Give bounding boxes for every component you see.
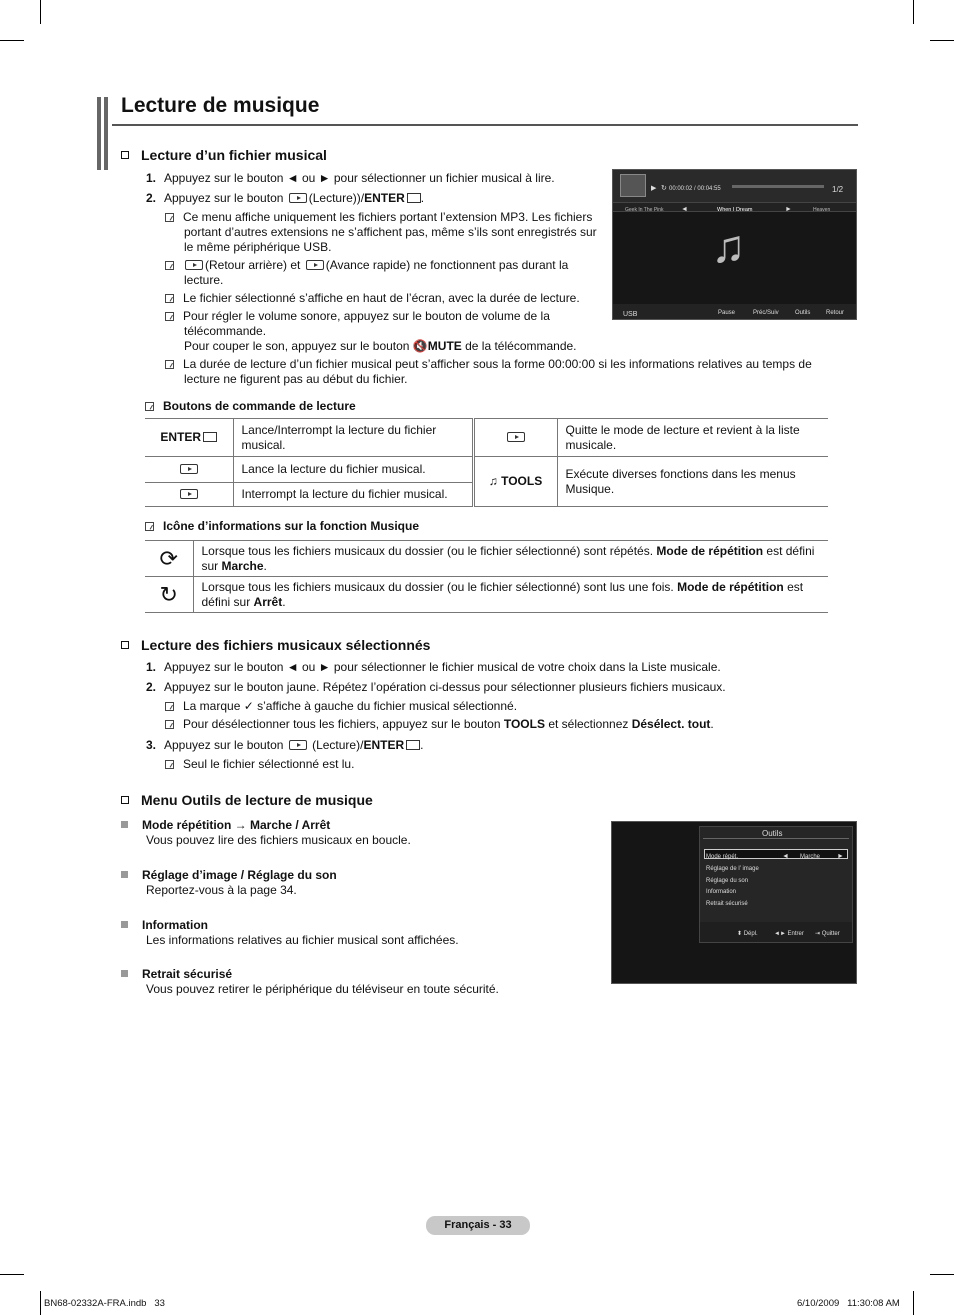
mute-icon: 🔇 (412, 339, 428, 353)
icons-heading: Icône d’informations sur la fonction Musique (145, 519, 419, 534)
hint-tools: Outils (795, 310, 811, 316)
note-icon (165, 760, 174, 769)
play-button-icon (289, 740, 307, 750)
note: Pour désélectionner tous les fichiers, appuyez sur le bouton TOOLS et sélectionnez Désélect. tout. (165, 717, 825, 732)
note-icon (145, 522, 154, 531)
note-icon (165, 261, 174, 270)
repeat-all-icon: ⟳ (145, 541, 193, 577)
note-icon (165, 702, 174, 711)
tools-icon: ♫ (488, 474, 498, 488)
icons-table: ⟳ Lorsque tous les fichiers musicaux du dossier (ou le fichier sélectionné) sont répétés. Mode de répétition est défini sur Marche. ↻ Lorsque tous les fichiers musicaux du dossier (ou le fichier sélectionné) sont lus une fois. Mode de répétition est défini sur Arrêt. (145, 540, 828, 613)
checkmark-icon: ✓ (243, 699, 254, 713)
note: Le fichier sélectionné s’affiche en haut de l’écran, avec la durée de lecture. (165, 291, 605, 306)
current-track: When I Dream (717, 207, 753, 213)
tools-option[interactable]: Retrait sécurisé (706, 901, 748, 907)
next-track: Heaven (813, 207, 831, 213)
section1-heading: Lecture d’un fichier musical (121, 146, 327, 164)
section1-step2: 2. Appuyez sur le bouton (Lecture))/ENTER . (146, 191, 425, 205)
note-icon (165, 312, 174, 321)
album-thumbnail (620, 174, 646, 197)
repeat-once-icon: ↻ (145, 577, 193, 613)
page-number: Français - 33 (426, 1216, 530, 1235)
music-note-icon: ♫ (711, 220, 746, 272)
music-player-screen (612, 169, 857, 320)
note-icon (165, 360, 174, 369)
note-icon (165, 720, 174, 729)
tools-menu-item: Mode répétition → Marche / Arrêt Vous pouvez lire des fichiers musicaux en boucle. (121, 818, 411, 848)
usb-source: USB (623, 311, 638, 318)
date-imprint: 6/10/2009 11:30:08 AM (797, 1298, 900, 1309)
hint-enter: ◄► Entrer (774, 931, 804, 937)
prev-track: Geek In The Pink (625, 207, 664, 213)
progress-bar (732, 185, 824, 188)
tools-menu-item: Information Les informations relatives au fichier musical sont affichées. (121, 918, 459, 948)
tools-menu-title: Outils (762, 829, 783, 838)
section2-step3: 3. Appuyez sur le bouton (Lecture)/ENTER . (146, 738, 424, 752)
stop-button-icon (507, 432, 525, 442)
bullet-square-icon (121, 970, 128, 977)
bullet-square-icon (121, 821, 128, 828)
section2-step1: 1. Appuyez sur le bouton ◄ ou ► pour sélectionner le fichier musical de votre choix dans la Liste musicale. (146, 660, 721, 674)
play-button-icon (289, 193, 307, 203)
left-arrow-icon: ◄ (782, 853, 789, 860)
bullet-square-icon (121, 871, 128, 878)
tools-option[interactable]: Réglage du son (706, 878, 749, 884)
section1-step1: 1. Appuyez sur le bouton ◄ ou ► pour sélectionner un fichier musical à lire. (146, 171, 555, 185)
note: Pour régler le volume sonore, appuyez sur le bouton de volume de la télécommande. Pour couper le son, appuyez sur le bouton 🔇MUTE de la télécommande. (165, 309, 605, 354)
note-icon (165, 213, 174, 222)
tools-option[interactable]: Information (706, 889, 737, 895)
playback-time: 00:00:02 / 00:04:55 (669, 186, 721, 192)
note: Ce menu affiche uniquement les fichiers portant l’extension MP3. Les fichiers portant d’autres extensions ne s’affichent pas, même s’ils sont enregistrés sur le même périphérique USB. (165, 210, 605, 255)
title-decoration (104, 97, 108, 170)
enter-icon (407, 193, 421, 203)
tools-menu-item: Retrait sécurisé Vous pouvez retirer le périphérique du téléviseur en toute sécurité. (121, 967, 499, 997)
controls-table: ENTER Lance/Interrompt la lecture du fichier musical. Quitte le mode de lecture et revient à la liste musicale. Lance la lecture du fichier musical. ♫ TOOLS Exécute diverses fonctions dans les menus Musique. Interrompt la lecture du fichier musical. (145, 418, 828, 507)
note-icon (145, 402, 154, 411)
section2-heading: Lecture des fichiers musicaux sélectionnés (121, 636, 430, 654)
note: (Retour arrière) et (Avance rapide) ne fonctionnent pas durant la lecture. (165, 258, 605, 288)
note: La durée de lecture d’un fichier musical peut s’afficher sous la forme 00:00:00 si les informations relatives au temps de lecture ne figurent pas au début du fichier. (165, 357, 825, 387)
play-status-icon: ▶ (651, 185, 657, 192)
title-rule (112, 124, 858, 126)
title-decoration (97, 97, 101, 170)
tools-menu-item: Réglage d’image / Réglage du son Reportez-vous à la page 34. (121, 868, 337, 898)
file-imprint: BN68-02332A-FRA.indb 33 (44, 1298, 165, 1309)
note: Seul le fichier sélectionné est lu. (165, 757, 825, 772)
hint-quit: ⇥ Quitter (815, 931, 840, 937)
hint-move: ⬍ Dépl. (737, 931, 758, 937)
right-arrow-icon: ► (785, 206, 792, 213)
right-arrow-icon: ► (837, 853, 844, 860)
section3-heading: Menu Outils de lecture de musique (121, 791, 373, 809)
note-icon (165, 294, 174, 303)
repeat-mode-label: Mode répét. (706, 854, 739, 860)
repeat-icon: ↻ (661, 185, 667, 192)
bullet-square-icon (121, 921, 128, 928)
enter-icon (406, 740, 420, 750)
play-button-icon (180, 464, 198, 474)
tools-option[interactable]: Réglage de l’ image (706, 866, 759, 872)
track-count: 1/2 (832, 185, 844, 194)
page-title: Lecture de musique (121, 94, 320, 117)
hint-prev-next: Préc/Suiv (753, 310, 779, 316)
pause-button-icon (180, 489, 198, 499)
enter-icon (203, 432, 217, 442)
rewind-button-icon (185, 260, 203, 270)
hint-return: Retour (826, 310, 845, 316)
repeat-mode-value: Marche (800, 854, 821, 860)
hint-pause: Pause (718, 310, 736, 316)
fast-forward-button-icon (306, 260, 324, 270)
controls-heading: Boutons de commande de lecture (145, 399, 356, 414)
section2-step2: 2. Appuyez sur le bouton jaune. Répétez l’opération ci-dessus pour sélectionner plusieurs fichiers musicaux. (146, 680, 726, 694)
tools-menu-screen (611, 821, 857, 984)
left-arrow-icon: ◄ (681, 206, 688, 213)
note: La marque ✓ s’affiche à gauche du fichier musical sélectionné. (165, 699, 825, 714)
